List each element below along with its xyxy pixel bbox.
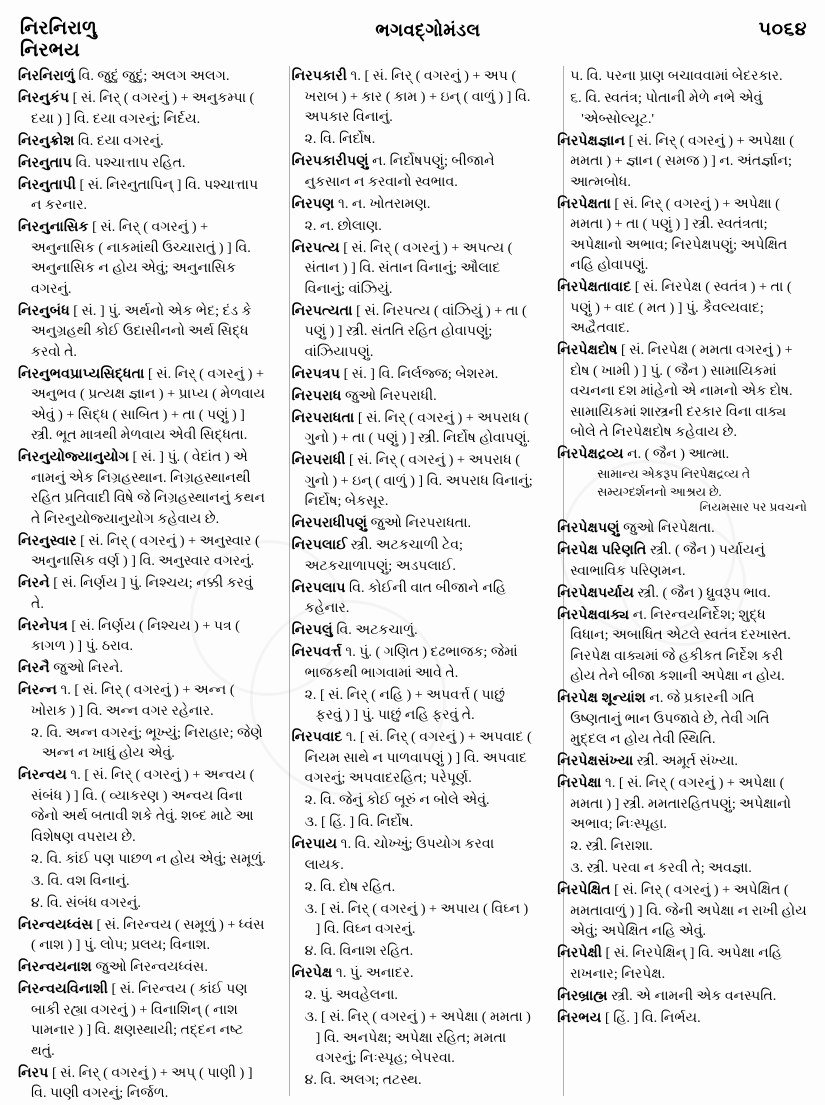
dictionary-entry <box>557 518 807 539</box>
entry-sense: ૩. વિ. વશ વિનાનું. <box>31 872 130 889</box>
entry-headword: નિરપેક્ષ શૂન્યાંશ <box>557 690 646 707</box>
dictionary-entry <box>557 194 807 276</box>
dictionary-entry <box>18 915 268 956</box>
entry-quotation <box>557 466 807 517</box>
entry-headword: નિરપરાધી <box>291 452 346 468</box>
entry-definition: વિ. જુદું જુદું; અલગ અલગ. <box>74 68 230 84</box>
entry-definition: વિ. પશ્ચાત્તાપ રહિત. <box>71 154 186 171</box>
entry-headword: નિરપ <box>18 1064 49 1081</box>
entry-definition: [ સં. નિર્ ( વગરનું ) + અપેક્ષા ( મમતા ) + જ્ઞાન ( સમજ ) ] ન. અંતર્જ્ઞાન; આત્મબોધ. <box>570 132 794 190</box>
entry-headword: નિરપેક્ષ <box>291 965 333 981</box>
dictionary-entry <box>557 605 807 687</box>
entry-headword: નિરપેક્ષજ્ઞાન <box>557 132 626 149</box>
dictionary-entry <box>18 680 268 721</box>
entry-sense: ૩. સ્ત્રી. પરવા ન કરવી તે; અવજ્ઞા. <box>570 860 752 877</box>
entry-definition: [ સં. નિર્ ( વગરનું ) + અનુનાસિક ( નાકમાંથી ઉચ્ચારાતું ) ] વિ. અનુનાસિક ન હોય એવું; અનુનાસિક વગરનું. <box>31 219 251 297</box>
entry-headword: નિરનુતાપ <box>18 154 72 171</box>
running-head <box>14 18 811 64</box>
guideword-last: નિરભય <box>20 40 80 62</box>
entry-definition: [ સં. નિર્ણય ] પું. નિશ્ચય; નક્કી કરવું તે. <box>31 575 253 612</box>
dictionary-entry <box>18 88 268 129</box>
entry-headword: નિરપવાદ <box>291 729 343 745</box>
entry-definition: વિ. દયા વગરનું. <box>74 132 164 149</box>
dictionary-entry <box>292 301 534 363</box>
entry-headword: નિરનિરાળું <box>18 68 75 84</box>
dictionary-entry <box>557 583 807 604</box>
entry-definition: [ સં. નિરન્વય ( સમૂળું ) + ધ્વંસ ( નાશ ) ] પું. લોપ; પ્રલય; વિનાશ. <box>31 916 265 953</box>
entry-headword: નિરપાય <box>291 836 338 852</box>
entry-definition: [ સં. નિરપેક્ષિન્ ] વિ. અપેક્ષા નહિ રાખનાર; નિરપેક્ષ. <box>570 945 782 982</box>
entry-headword: નિરનુતાપી <box>18 176 76 193</box>
column-3 <box>545 66 811 1096</box>
entry-headword: નિરભય <box>557 1009 602 1026</box>
entry-definition: સ્ત્રી. અમૂર્ત સંખ્યા. <box>633 753 738 770</box>
entry-headword: નિરનુયોજ્યાનુયોગ <box>18 449 130 465</box>
entry-definition: જુઓ નિરન્વયધ્વંસ. <box>91 959 208 975</box>
dictionary-entry <box>18 447 268 529</box>
dictionary-entry <box>292 364 534 385</box>
entry-headword: નિરપકારીપણું <box>291 153 369 169</box>
dictionary-entry <box>18 131 268 152</box>
entry-headword: નિરપત્ય <box>291 239 340 256</box>
entry-definition: ૧. પું. ( ગણિત ) દઢભાજક; જેમાં ભાજકથી ભાગવામાં આવે તે. <box>304 644 518 681</box>
entry-definition: [ સં. નિર્ ( વગરનું ) + અનુસ્વાર ( અનુનાસિક વર્ણ ) ] વિ. અનુસ્વાર વગરનું. <box>31 532 260 569</box>
dictionary-entry <box>18 957 268 978</box>
entry-headword: નિરપલાઈ <box>291 537 348 553</box>
dictionary-entry <box>292 194 534 215</box>
entry-headword: નિરપેક્ષતાવાદ <box>557 279 632 295</box>
dictionary-entry <box>18 1063 268 1104</box>
entry-headword: નિરનુક્રોશ <box>18 132 75 149</box>
dictionary-entry <box>292 535 534 576</box>
dictionary-entry <box>18 979 268 1061</box>
entry-sense: ૪. વિ. અલગ; તટસ્થ. <box>304 1072 422 1088</box>
entry-headword: નિરન્વય <box>18 767 67 783</box>
entry-definition: ન. નિર્દોષપણું; બીજાને નુકસાન ન કરવાનો સ્વભાવ. <box>304 153 495 190</box>
dictionary-entry <box>557 943 807 984</box>
entry-sense: ૫. વિ. પરના પ્રાણ બચાવવામાં બેદરકાર. <box>570 68 783 84</box>
entry-definition: જુઓ નિરપરાધી. <box>341 387 437 404</box>
entry-headword: નિરનુબંધ <box>18 302 70 319</box>
entry-headword: નિરપેક્ષતા <box>557 195 611 212</box>
entry-definition: સ્ત્રી. ( જૈન ) ધ્રુવરૂપ ભાવ. <box>634 584 771 601</box>
entry-sense: ૨. વિ. અન્ન વગરનું; ભૂખ્યું; નિરાહાર; જેણે અન્ન ન ખાધું હોય એવું. <box>31 724 263 761</box>
dictionary-entry <box>292 450 534 512</box>
dictionary-entry <box>292 834 534 875</box>
entry-definition: [ સં. નિર્ ( વગરનું ) + અપેક્ષા ( મમતા ) + તા ( પણું ) ] સ્ત્રી. સ્વતંત્રતા; અપેક્ષાનો અભાવ; નિરપેક્ષપણું; અપેક્ષિત નહિ હોવાપણું. <box>570 195 788 273</box>
entry-definition: સ્ત્રી. ( જૈન ) પર્યાયનું સ્વાભાવિક પરિણમન. <box>570 542 765 579</box>
entry-definition: [ સં. નિર્ ( વગરનું ) + અપ્ ( પાણી ) ] વિ. પાણી વગરનું; નિર્જળ. <box>31 1064 253 1101</box>
entry-definition: વિ. કોઈની વાત બીજાને નહિ કહેનાર. <box>304 579 507 616</box>
dictionary-entry <box>18 364 268 446</box>
entry-headword: નિરનુનાસિક <box>18 219 89 235</box>
entry-headword: નિરપેક્ષપર્યાય <box>557 584 634 601</box>
entry-headword: નિરને <box>18 575 50 591</box>
entry-headword: નિરન્વયનાશ <box>18 959 92 975</box>
entry-definition: [ સં. નિર્ ( વગરનું ) + અનુકમ્પા ( દયા ) ] વિ. દયા વગરનું; નિર્દય. <box>31 90 255 127</box>
entry-definition: [ સં. નિરન્વય ( કાંઈ પણ બાકી રહ્યા વગરનું ) + વિનાશિન્ ( નાશ પામનાર ) ] વિ. ક્ષણસ્થાયી; તદ્દન નષ્ટ થતું. <box>31 981 248 1059</box>
entry-sense: ૬. વિ. સ્વતંત્ર; પોતાની મેળે નભે એવું 'એબ્સોલ્યૂટ.' <box>570 90 763 127</box>
entry-sense: ૨. પું. અવહેલના. <box>304 987 398 1003</box>
dictionary-entry <box>18 658 268 679</box>
entry-headword: નિરપલાપ <box>291 579 346 596</box>
entry-sense: ૩. [ સં. નિર્ ( વગરનું ) + અપાય ( વિઘ્ન ) ] વિ. વિઘ્ન વગરનું. <box>304 900 529 937</box>
entry-definition: [ સં. નિરનુતાપિન્ ] વિ. પશ્ચાત્તાપ ન કરનાર. <box>31 176 259 213</box>
entry-definition: [ સં. ] પું. અર્થનો એક ભેદ; દંડ કે અનુગ્રહથી કોઈ ઉદાસીનનો અર્થ સિદ્ધ કરવો તે. <box>31 302 252 360</box>
dictionary-entry <box>557 444 807 465</box>
dictionary-entry <box>18 531 268 572</box>
entry-definition: [ હિં. ] વિ. નિર્ભય. <box>601 1009 701 1026</box>
entry-headword: નિરનેપત્ર <box>18 617 68 634</box>
entry-definition: [ સં. નિર્ ( વગરનું ) + અપત્ય ( સંતાન ) ] વિ. સંતાન વિનાનું; ઔલાદ વિનાનું; વાંઝિયું. <box>304 239 513 297</box>
entry-definition: [ સં. ] વિ. નિર્લજ્જ; બેશરમ. <box>340 365 499 382</box>
entry-definition: ન. જે પ્રકારની ગતિ ઉષ્ણતાનું ભાન ઉપજાવે છે, તેવી ગતિ મુદ્દલ ન હોય તેવી સ્થિતિ. <box>570 690 770 748</box>
dictionary-entry <box>18 175 268 216</box>
column-2 <box>280 66 546 1096</box>
entry-definition: ન. નિરન્વયનિર્દેશ; શુદ્ધ વિધાન; અબાધિત એટલે સ્વતંત્ર દરખાસ્ત. નિરપેક્ષ વાક્યમાં જે હકીકત નિર્દેશ કરી હોય તેને બીજા કશાની અપેક્ષા ન હોય. <box>570 606 791 685</box>
entry-headword: નિરપત્રપ <box>291 365 341 382</box>
dictionary-entry <box>292 151 534 192</box>
book-title: ભગવદ્ગોમંડલ <box>375 20 481 40</box>
entry-headword: નિરપરાધતા <box>291 409 355 426</box>
entry-headword: નિરબ્રાહ્મ <box>557 987 608 1004</box>
entry-headword: નિરપેક્ષવાક્ય <box>557 606 630 623</box>
entry-sense: ૨. વિ. કાંઈ પણ પાછળ ન હોય એવું; સમૂળું. <box>31 850 266 867</box>
entry-sense: ૨. સ્ત્રી. નિરાશા. <box>570 838 653 855</box>
column-container <box>14 66 811 1101</box>
entry-definition: [ સં. નિરપત્ય ( વાંઝિયું ) + તા ( પણું ) ] સ્ત્રી. સંતતિ રહિત હોવાપણું; વાંઝિયાપણું. <box>304 302 527 360</box>
entry-headword: નિરપરાધ <box>291 387 342 404</box>
guideword-first: નિરનિરાળુ <box>20 18 98 39</box>
dictionary-entry <box>557 340 807 443</box>
entry-headword: નિરપણ <box>291 195 335 212</box>
entry-definition: ૧. વિ. ચોખ્ખું; ઉપયોગ કરવા લાયક. <box>304 836 495 873</box>
dictionary-entry <box>292 727 534 789</box>
entry-sense: ૪. વિ. વિનાશ રહિત. <box>304 943 414 959</box>
dictionary-entry <box>292 513 534 534</box>
entry-headword: નિરપેક્ષી <box>557 945 603 962</box>
dictionary-entry <box>18 616 268 657</box>
entry-headword: નિરન્ન <box>18 682 57 698</box>
entry-sense: ૩. [ સં. નિર્ ( વગરનું ) + અપેક્ષા ( મમતા ) ] વિ. અનપેક્ષ; અપેક્ષા રહિત; મમતા વગરનું; નિઃસ્પૃહ; બેપરવા. <box>304 1009 531 1066</box>
entry-headword: નિરન્વયધ્વંસ <box>18 916 93 933</box>
dictionary-entry <box>557 773 807 835</box>
dictionary-entry <box>18 573 268 614</box>
entry-headword: નિરપલું <box>291 622 333 638</box>
entry-definition: [ સં. નિર્ ( વગરનું ) + અપરાધ ( ગુનો ) + ઇન્ ( વાળું ) ] વિ. અપરાધ વિનાનું; નિર્દોષ; બેકસૂર. <box>304 452 533 509</box>
dictionary-entry <box>557 880 807 942</box>
entry-headword: નિરનુભવપ્રાપ્યસિદ્ધતા <box>18 365 145 382</box>
entry-definition: ૧. [ સં. નિર્ ( વગરનું ) + અપવાદ ( નિયમ સાથે ન પાળવાપણું ) ] વિ. અપવાદ વગરનું; અપવાદરહિત; પરેપૂર્ણ. <box>304 729 532 786</box>
entry-headword: નિરપેક્ષ પરિણતિ <box>557 542 647 559</box>
dictionary-entry <box>557 688 807 750</box>
dictionary-entry <box>292 620 534 641</box>
dictionary-entry <box>292 408 534 449</box>
dictionary-entry <box>292 238 534 300</box>
entry-sense: ૨. ન. છોલાણ. <box>304 217 382 234</box>
quotation-text: સામાન્ય એકરૂપ નિરપેક્ષદ્રવ્ય તે સમ્યગ્દર્શનનો આશ્રય છે. <box>597 467 751 499</box>
entry-headword: નિરપેક્ષા <box>557 775 602 792</box>
entry-headword: નિરન્વયવિનાશી <box>18 981 108 997</box>
entry-definition: [ સં. નિરપેક્ષ ( સ્વતંત્ર ) + તા ( પણું ) + વાદ ( મત ) ] પું. કૈવલ્યવાદ; અદ્વૈતવાદ. <box>570 279 792 336</box>
dictionary-entry <box>18 301 268 363</box>
entry-definition: સ્ત્રી. અટકચાળી ટેવ; અટકચાળાપણું; અડપલાઈ. <box>304 537 463 574</box>
entry-definition: [ સં. નિર્ ( વગરનું ) + અનુભવ ( પ્રત્યક્ષ જ્ઞાન ) + પ્રાપ્ય ( મેળવાય એવું ) + સિદ્ધ ( સાબિત ) + તા ( પણું ) ] સ્ત્રી. ભૂત માત્રથી મેળવાય એવી સિદ્ધતા. <box>31 365 266 443</box>
entry-definition: વિ. અટકચાળું. <box>332 622 418 638</box>
dictionary-entry <box>292 386 534 407</box>
dictionary-entry <box>557 131 807 193</box>
entry-definition: ૧. [ સં. નિર્ ( વગરનું ) + અન્વય ( સંબંધ ) ] વિ. ( વ્યાકરણ ) અન્વય વિના જેનો અર્થ બતાવી શકે તેવું. શબ્દ માટે આ વિશેષણ વપરાય છે. <box>31 767 255 845</box>
entry-sense: ૨. [ સં. નિર્ ( નહિ ) + અપવર્ત્ત ( પાછું ફરવું ) ] પું. પાછું નહિ ફરવું તે. <box>304 686 506 723</box>
column-1 <box>14 66 280 1101</box>
entry-sense: ૩. [ હિં. ] વિ. નિર્દોષ. <box>304 814 414 830</box>
entry-headword: નિરપેક્ષપણું <box>557 520 620 537</box>
entry-headword: નિરનુસ્વાર <box>18 532 77 549</box>
dictionary-entry <box>18 217 268 299</box>
page-number: ૫૦૬૪ <box>758 19 807 40</box>
entry-headword: નિરપેક્ષસંખ્યા <box>557 753 634 770</box>
entry-headword: નિરપેક્ષિત <box>557 882 611 899</box>
entry-headword: નિરપત્યતા <box>291 302 353 319</box>
entry-definition: ૧. [ સં. નિર્ ( વગરનું ) + અપેક્ષા ( મમતા ) ] સ્ત્રી. મમતારહિતપણું; અપેક્ષાનો અભાવ; નિઃસ્પૃહા. <box>570 775 791 833</box>
quotation-citation: નિયમસાર પર પ્રવચનો <box>699 500 807 515</box>
dictionary-entry <box>292 963 534 984</box>
entry-definition: સ્ત્રી. એ નામની એક વનસ્પતિ. <box>607 987 777 1004</box>
dictionary-entry <box>292 642 534 683</box>
entry-headword: નિરનૈ <box>18 660 50 676</box>
entry-definition: ૧. પું. અનાદર. <box>332 965 414 981</box>
dictionary-entry <box>557 751 807 772</box>
entry-definition: જુઓ નિરપરાધતા. <box>367 515 472 531</box>
entry-headword: નિરપવર્ત્ત <box>291 644 342 660</box>
entry-headword: નિરનુકંપ <box>18 90 70 106</box>
dictionary-entry <box>557 277 807 339</box>
dictionary-entry <box>557 1008 807 1029</box>
entry-definition: [ સં. નિર્ ( વગરનું ) + અપરાધ ( ગુનો ) + તા ( પણું ) ] સ્ત્રી. નિર્દોષ હોવાપણું. <box>304 409 531 446</box>
dictionary-entry <box>292 66 534 128</box>
entry-sense: ૨. વિ. દોષ રહિત. <box>304 878 396 895</box>
dictionary-entry <box>18 765 268 847</box>
entry-definition: [ સં. નિર્ણય ( નિશ્ચય ) + પત્ર ( કાગળ ) ] પું. ઠરાવ. <box>31 617 240 654</box>
dictionary-entry <box>557 986 807 1007</box>
entry-definition: [ સં. નિરપેક્ષ ( મમતા વગરનું ) + દોષ ( ખામી ) ] પું. ( જૈન ) સામાયિકમાં વચનના દશ માંહેનો એ નામનો એક દોષ. સામાયિકમાં શાસ્ત્રની દરકાર વિના વાક્ય બોલે તે નિરપેક્ષદોષ કહેવાય છે. <box>570 342 793 440</box>
dictionary-entry <box>292 578 534 619</box>
entry-sense: ૨. વિ. જેનું કોઈ બૂરું ન બોલે એવું. <box>304 792 490 808</box>
running-head-guidewords <box>20 18 97 63</box>
dictionary-entry <box>18 153 268 174</box>
entry-definition: [ સં. નિર્ ( વગરનું ) + અપેક્ષિત ( મમતાવાળું ) ] વિ. જેની અપેક્ષા ન રાખી હોય એવું; અપેક્ષિત નહિ એવું. <box>570 882 807 940</box>
dictionary-entry <box>18 66 268 87</box>
dictionary-entry <box>557 540 807 581</box>
entry-headword: નિરપકારી <box>291 68 347 84</box>
entry-definition: ૧. [ સં. નિર્ ( વગરનું ) + અપ ( ખરાબ ) + કાર ( કામ ) + ઇન્ ( વાળું ) ] વિ. અપકાર વિનાનું. <box>304 68 531 125</box>
entry-definition: જુઓ નિરપેક્ષતા. <box>619 520 715 537</box>
entry-definition: ન. ( જૈન ) આત્મા. <box>623 446 730 462</box>
entry-definition: ૧. [ સં. નિર્ ( વગરનું ) + અન્ન ( ખોરાક ) ] વિ. અન્ન વગર રહેનાર. <box>31 682 235 719</box>
entry-headword: નિરપેક્ષદ્રવ્ય <box>557 446 624 462</box>
entry-sense: ૪. વિ. સંબંધ વગરનું. <box>31 894 141 911</box>
entry-headword: નિરપરાધીપણું <box>291 515 368 531</box>
entry-sense: ૨. વિ. નિર્દોષ. <box>304 131 376 147</box>
entry-headword: નિરપેક્ષદોષ <box>557 342 618 358</box>
entry-definition: જુઓ નિરને. <box>49 660 124 676</box>
entry-definition: [ સં. ] પું. ( વેદાંત ) એ નામનું એક નિગ્રહસ્થાન. નિગ્રહસ્થાનથી રહિત પ્રતિવાદી વિષે જે નિગ્રહસ્થાનનું કથન તે નિરનુયોજ્યાનુયોગ કહેવાય છે. <box>31 449 265 527</box>
entry-definition: ૧. ન. ખોતરામણ. <box>334 195 431 212</box>
